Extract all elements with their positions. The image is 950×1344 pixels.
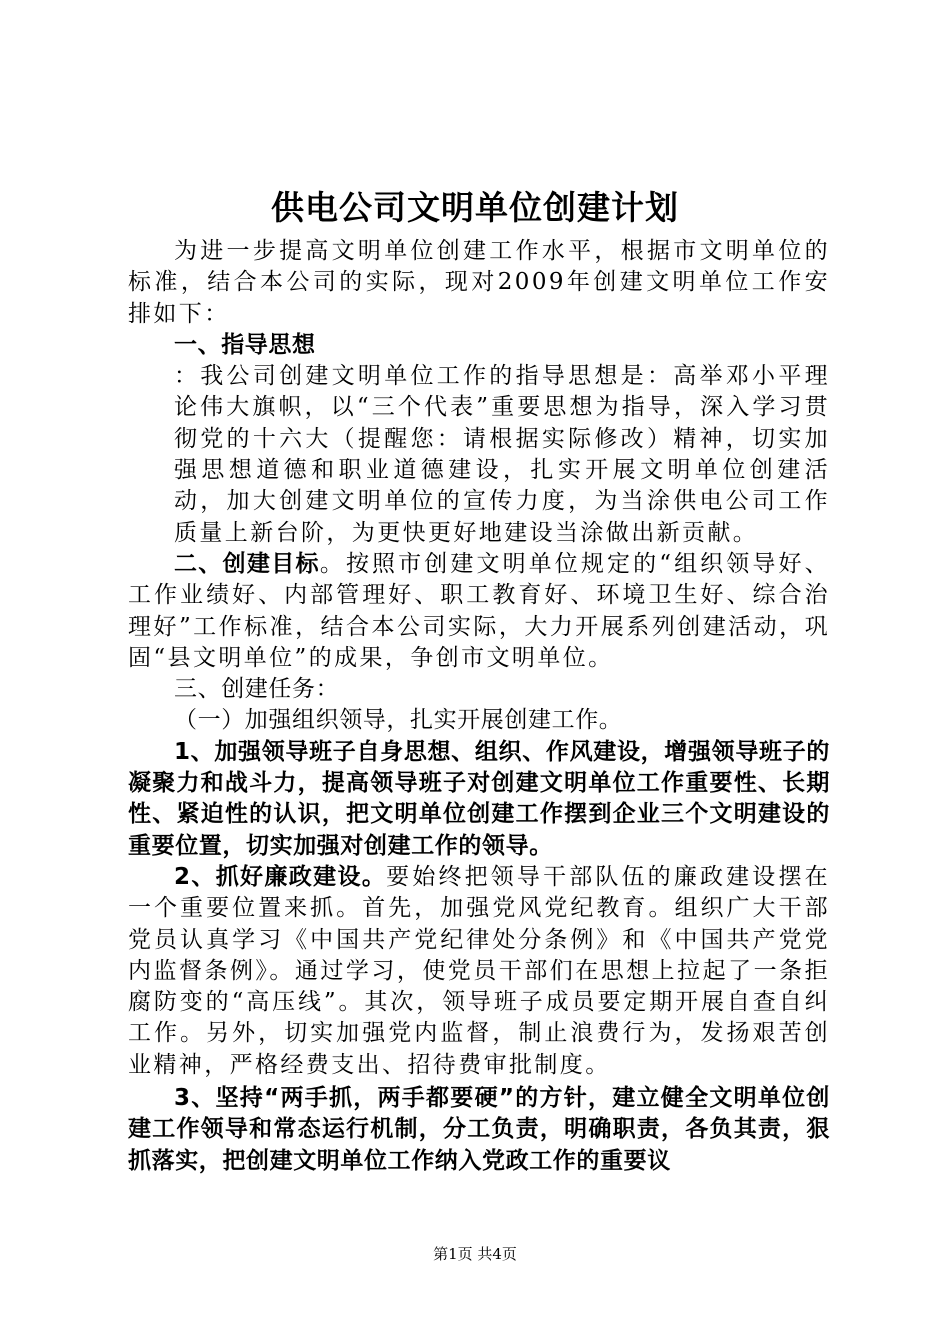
intro-paragraph: 为进一步提高文明单位创建工作水平，根据市文明单位的标准，结合本公司的实际，现对2009年创建文明单位工作安排如下： <box>128 238 830 327</box>
task-item-2 <box>128 862 830 1081</box>
task-item-2-text: 要始终把领导干部队伍的廉政建设摆在一个重要位置来抓。首先，加强党风党纪教育。组织广大干部党员认真学习《中国共产党纪律处分条例》和《中国共产党党内监督条例》。通过学习，使党员干部们在思想上拉起了一条拒腐防变的“高压线”。其次，领导班子成员要定期开展自查自纠工作。另外，切实加强党内监督，制止浪费行为，发扬艰苦创业精神，严格经费支出、招待费审批制度。 <box>128 863 830 1078</box>
task-item-3: 3、坚持“两手抓，两手都要硬”的方针，建立健全文明单位创建工作领导和常态运行机制，分工负责，明确职责，各负其责，狠抓落实，把创建文明单位工作纳入党政工作的重要议 <box>128 1085 830 1174</box>
section-heading-goal: 二、创建目标 <box>174 550 320 577</box>
page-number-footer: 第1页 共4页 <box>433 1245 517 1263</box>
document-body <box>128 236 830 1177</box>
task-item-2-heading: 2、抓好廉政建设。 <box>174 863 387 890</box>
task-item-1: 1、加强领导班子自身思想、组织、作风建设，增强领导班子的凝聚力和战斗力，提高领导班子对创建文明单位工作重要性、长期性、紧迫性的认识，把文明单位创建工作摆到企业三个文明建设的重要位置，切实加强对创建工作的领导。 <box>128 738 830 859</box>
guiding-ideology-text: ：我公司创建文明单位工作的指导思想是：高举邓小平理论伟大旗帜，以“三个代表”重要思想为指导，深入学习贯彻党的十六大（提醒您：请根据实际修改）精神，切实加强思想道德和职业道德建设，扎实开展文明单位创建活动，加大创建文明单位的宣传力度，为当涂供电公司工作质量上新台阶，为更快更好地建设当涂做出新贡献。 <box>174 363 830 546</box>
goal-paragraph <box>128 549 830 674</box>
section-heading-tasks: 三、创建任务： <box>174 676 340 703</box>
subsection-heading-1: （一）加强组织领导，扎实开展创建工作。 <box>174 707 623 734</box>
goal-text: 。按照市创建文明单位规定的“组织领导好、工作业绩好、内部管理好、职工教育好、环境卫生好、综合治理好”工作标准，结合本公司实际，大力开展系列创建活动，巩固“县文明单位”的成果，争创市文明单位。 <box>128 550 830 671</box>
guiding-ideology-paragraph <box>128 361 830 549</box>
section-heading-guiding-ideology: 一、指导思想 <box>174 331 316 358</box>
document-title: 供电公司文明单位创建计划 <box>271 188 679 227</box>
